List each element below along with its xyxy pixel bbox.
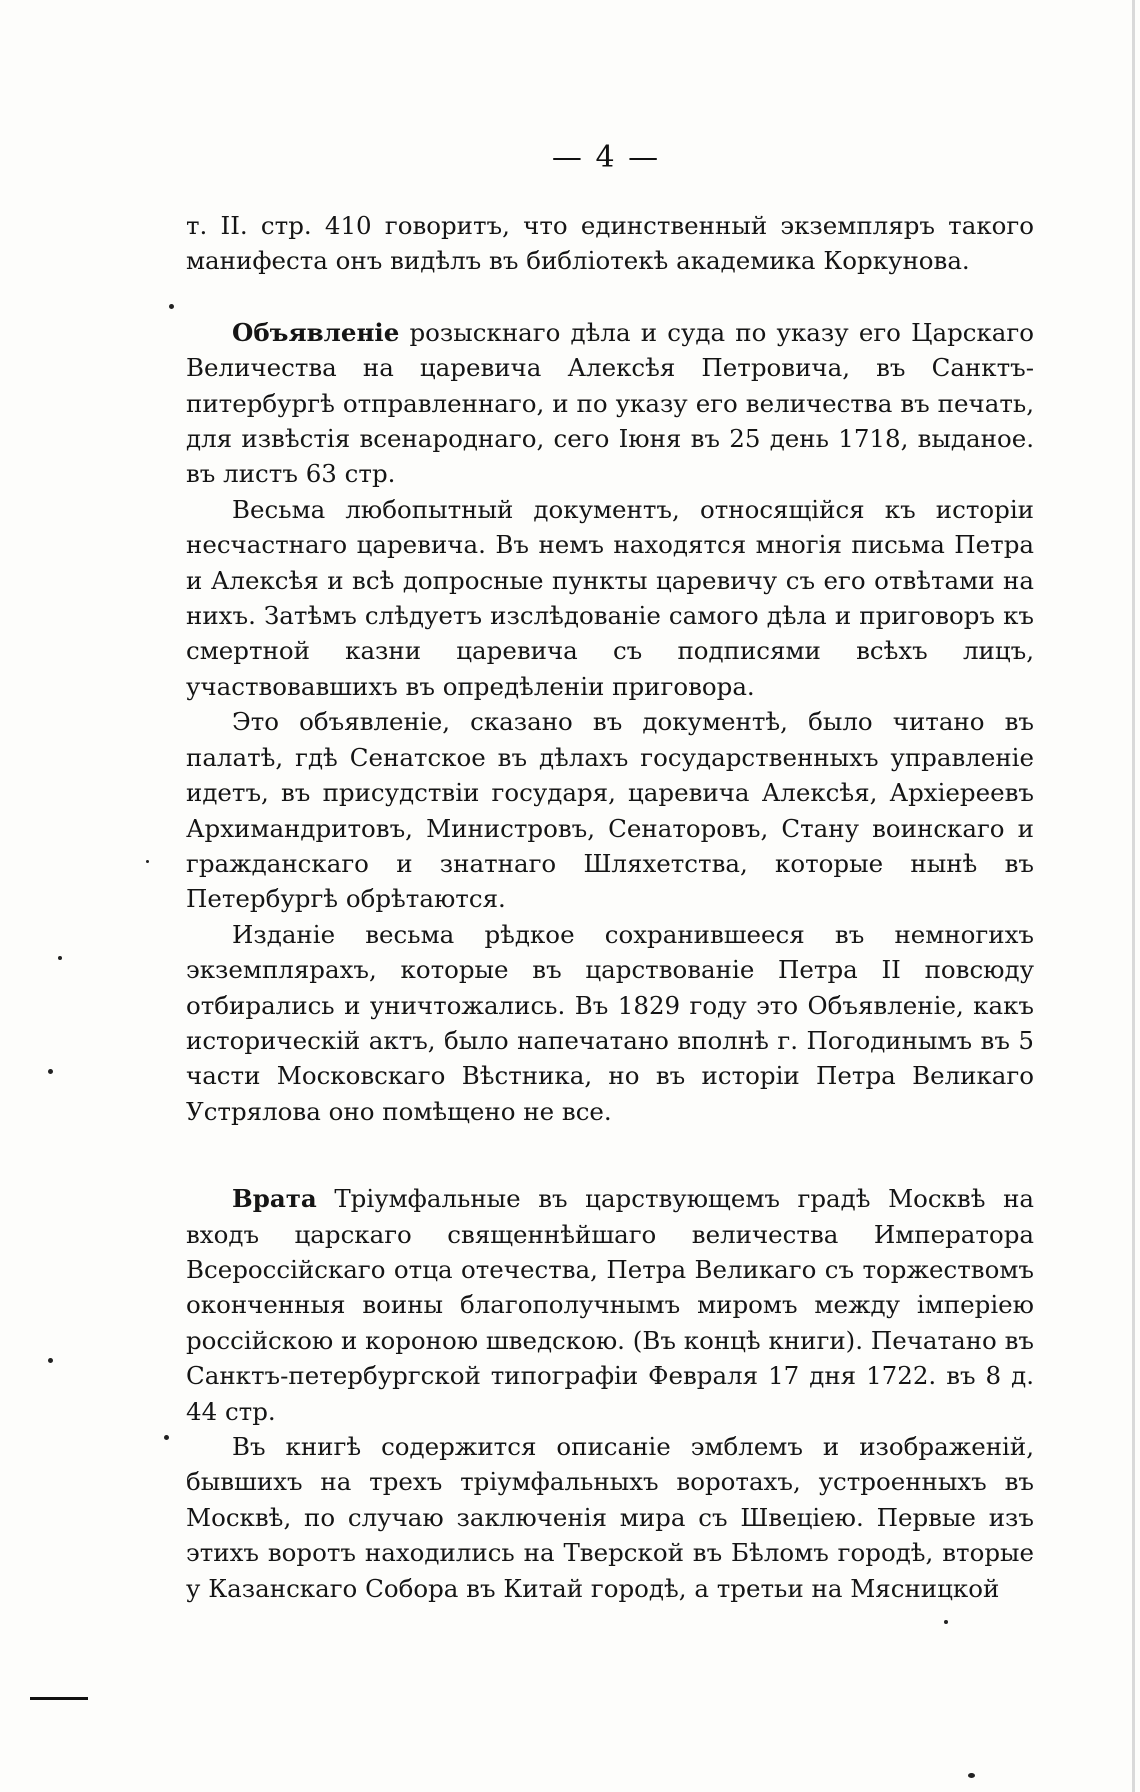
body-paragraph: Изданіе весьма рѣдкое сохранившееся въ немногихъ экземплярахъ, которые въ царствованіе Петра II повсюду отбирались и уничтожались. Въ 1829 году это Объявленіе, какъ историческій актъ, было напечатано вполнѣ г. Погодинымъ въ 5 части Московскаго Вѣстника, но въ исторіи Петра Великаго Устрялова оно помѣщено не все. <box>186 919 1034 1126</box>
entry-separator <box>186 279 1034 315</box>
ink-speck <box>968 1773 975 1778</box>
continued-paragraph: т. II. стр. 410 говоритъ, что единственный экземпляръ такого манифеста онъ видѣлъ въ библіотекѣ академика Коркунова. <box>186 211 1034 276</box>
margin-rule <box>30 1697 88 1700</box>
body-paragraph: Въ книгѣ содержится описаніе эмблемъ и изображеній, бывшихъ на трехъ тріумфальныхъ воротахъ, устроенныхъ въ Москвѣ, по случаю заключенія мира съ Швеціею. Первые изъ этихъ воротъ находились на Тверской въ Бѣломъ городѣ, вторые у Казанскаго Собора въ Китай городѣ, а третьи на Мясницкой <box>186 1432 1034 1603</box>
ink-speck <box>58 956 62 960</box>
entry-separator <box>186 1129 1034 1181</box>
bibliography-entry-heading <box>186 315 1034 492</box>
page-edge-shadow <box>1132 0 1135 1792</box>
ink-speck <box>164 1435 169 1440</box>
ink-speck <box>944 1620 948 1624</box>
ink-speck <box>146 860 149 863</box>
entry-description: Тріумфальные въ царствующемъ градѣ Москвѣ на входъ царскаго священнѣйшаго величества Императора Всероссійскаго отца отечества, Петра Великаго съ торжествомъ оконченныя воины благополучнымъ миромъ между імперіею россійскою и короною шведскою. (Въ концѣ книги). Печатано въ Санктъ-петербургской типографіи Февраля 17 дня 1722. въ 8 д. 44 стр. <box>186 1184 1034 1426</box>
ink-speck <box>48 1069 53 1074</box>
ink-speck <box>48 1358 53 1363</box>
bibliography-entry-heading <box>186 1181 1034 1429</box>
body-paragraph: Это объявленіе, сказано въ документѣ, было читано въ палатѣ, гдѣ Сенатское въ дѣлахъ государственныхъ управленіе идетъ, въ присудствіи государя, царевича Алексѣя, Архіереевъ Архимандритовъ, Министровъ, Сенаторовъ, Стану воинскаго и гражданскаго и знатнаго Шляхетства, которые нынѣ въ Петербургѣ обрѣтаются. <box>186 707 1034 914</box>
page-number: — 4 — <box>551 140 661 175</box>
body-paragraph: Весьма любопытный документъ, относящійся къ исторіи несчастнаго царевича. Въ немъ находятся многія письма Петра и Алексѣя и всѣ допросные пункты царевичу съ его отвѣтами на нихъ. Затѣмъ слѣдуетъ изслѣдованіе самого дѣла и приговоръ къ смертной казни царевича съ подписями всѣхъ лицъ, участвовавшихъ въ опредѣленіи приговора. <box>186 494 1034 701</box>
entry-lead-word: Врата <box>232 1184 317 1214</box>
entry-description: розыскнаго дѣла и суда по указу его Царскаго Величества на царевича Алексѣя Петровича, въ Санктъ-питербургѣ отправленнаго, и по указу его величества въ печать, для извѣстія всенароднаго, сего Іюня въ 25 день 1718, выданое. въ листъ 63 стр. <box>186 317 1034 489</box>
ink-speck <box>169 304 174 309</box>
entry-lead-word: Объявленіе <box>232 317 400 347</box>
text-column <box>186 208 1034 1606</box>
